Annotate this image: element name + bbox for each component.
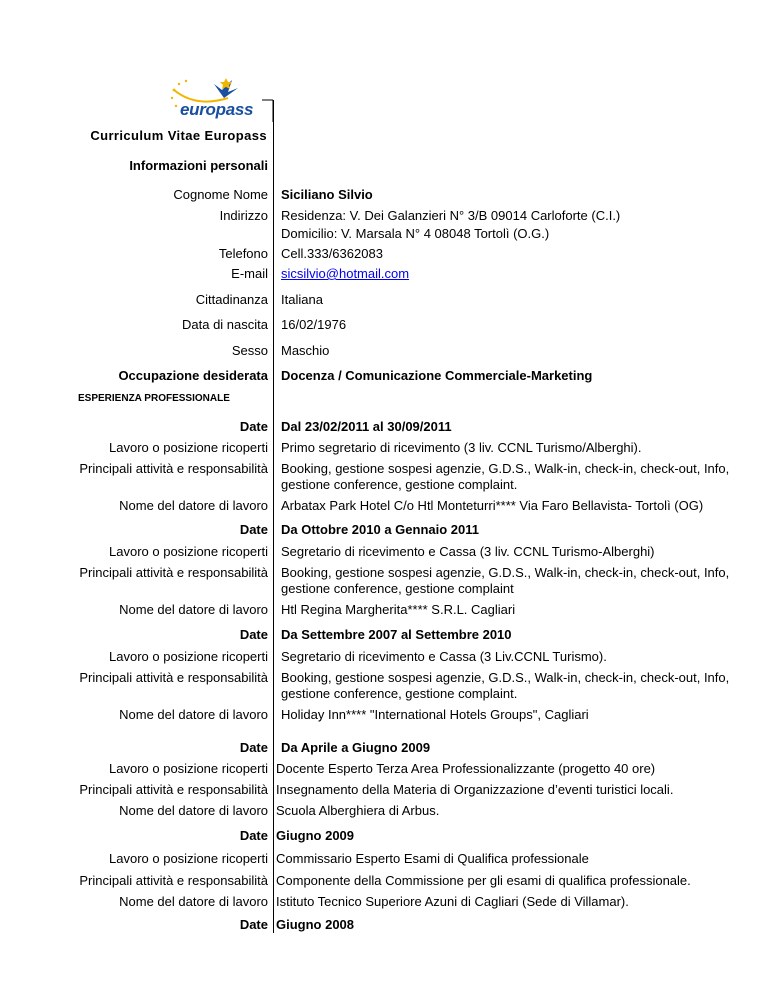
job-date-label: Date (239, 828, 268, 843)
job-date-label: Date (239, 917, 268, 932)
job-employer-label: Nome del datore di lavoro (119, 803, 268, 818)
job-date: Giugno 2009 (276, 828, 355, 843)
name-value: Siciliano Silvio (281, 187, 373, 202)
address-domicile: Domicilio: V. Marsala N° 4 08048 Tortolì (O.G.) (281, 226, 550, 241)
job-date: Dal 23/02/2011 al 30/09/2011 (281, 419, 452, 434)
job-employer-label: Nome del datore di lavoro (119, 602, 268, 617)
job-duties: Componente della Commissione per gli esami di qualifica professionale. (276, 873, 691, 888)
job-duties-cont: gestione conference, gestione complaint. (281, 477, 518, 492)
job-duties-label: Principali attività e responsabilità (79, 670, 268, 685)
job-date: Da Aprile a Giugno 2009 (281, 740, 431, 755)
job-employer-label: Nome del datore di lavoro (119, 707, 268, 722)
job-role: Segretario di ricevimento e Cassa (3 Liv.CCNL Turismo). (281, 649, 607, 664)
citizenship-value: Italiana (281, 292, 323, 307)
job-role-label: Lavoro o posizione ricoperti (109, 440, 268, 455)
job-date-label: Date (239, 740, 268, 755)
job-duties-cont: gestione conference, gestione complaint (281, 581, 514, 596)
occupation-value: Docenza / Comunicazione Commerciale-Marketing (281, 368, 593, 383)
job-date-label: Date (239, 419, 268, 434)
phone-value: Cell.333/6362083 (281, 246, 383, 261)
job-duties-cont: gestione conference, gestione complaint. (281, 686, 518, 701)
job-role-label: Lavoro o posizione ricoperti (109, 649, 268, 664)
column-divider (273, 100, 274, 933)
personal-info-heading: Informazioni personali (129, 158, 268, 173)
job-duties: Booking, gestione sospesi agenzie, G.D.S., Walk-in, check-in, check-out, Info, (281, 565, 730, 580)
job-date-label: Date (239, 627, 268, 642)
job-employer-label: Nome del datore di lavoro (119, 894, 268, 909)
job-duties: Insegnamento della Materia di Organizzazione d’eventi turistici locali. (276, 782, 674, 797)
job-date: Da Settembre 2007 al Settembre 2010 (281, 627, 512, 642)
europass-wordmark: europass (180, 100, 254, 119)
occupation-label: Occupazione desiderata (118, 368, 268, 383)
name-label: Cognome Nome (173, 187, 268, 202)
job-duties: Booking, gestione sospesi agenzie, G.D.S., Walk-in, check-in, check-out, Info, (281, 670, 730, 685)
job-role-label: Lavoro o posizione ricoperti (109, 544, 268, 559)
email-link[interactable]: sicsilvio@hotmail.com (281, 266, 410, 281)
job-role: Commissario Esperto Esami di Qualifica professionale (276, 851, 589, 866)
job-employer: Scuola Alberghiera di Arbus. (276, 803, 440, 818)
job-role-label: Lavoro o posizione ricoperti (109, 851, 268, 866)
job-duties-label: Principali attività e responsabilità (79, 782, 268, 797)
email-label: E-mail (231, 266, 268, 281)
job-duties-label: Principali attività e responsabilità (79, 565, 268, 580)
job-role: Segretario di ricevimento e Cassa (3 liv. CCNL Turismo-Alberghi) (281, 544, 655, 559)
citizenship-label: Cittadinanza (195, 292, 268, 307)
sex-label: Sesso (231, 343, 268, 358)
job-role-label: Lavoro o posizione ricoperti (109, 761, 268, 776)
sex-value: Maschio (281, 343, 330, 358)
job-role: Docente Esperto Terza Area Professionalizzante (progetto 40 ore) (276, 761, 656, 776)
birthdate-value: 16/02/1976 (281, 317, 347, 332)
address-residence: Residenza: V. Dei Galanzieri N° 3/B 09014 Carloforte (C.I.) (281, 208, 621, 223)
job-employer: Arbatax Park Hotel C/o Htl Monteturri**** Via Faro Bellavista- Tortolì (OG) (281, 498, 704, 513)
job-duties-label: Principali attività e responsabilità (79, 873, 268, 888)
job-duties: Booking, gestione sospesi agenzie, G.D.S., Walk-in, check-in, check-out, Info, (281, 461, 730, 476)
job-date: Da Ottobre 2010 a Gennaio 2011 (281, 522, 479, 537)
job-employer-label: Nome del datore di lavoro (119, 498, 268, 513)
job-employer: Htl Regina Margherita**** S.R.L. Cagliari (281, 602, 516, 617)
phone-label: Telefono (218, 246, 268, 261)
job-date: Giugno 2008 (276, 917, 355, 932)
job-duties-label: Principali attività e responsabilità (79, 461, 268, 476)
cv-title: Curriculum Vitae Europass (90, 128, 267, 143)
job-employer: Holiday Inn**** "International Hotels Groups", Cagliari (281, 707, 589, 722)
address-label: Indirizzo (219, 208, 268, 223)
job-employer: Istituto Tecnico Superiore Azuni di Cagliari (Sede di Villamar). (276, 894, 629, 909)
birthdate-label: Data di nascita (182, 317, 268, 332)
job-date-label: Date (239, 522, 268, 537)
job-role: Primo segretario di ricevimento (3 liv. CCNL Turismo/Alberghi). (281, 440, 642, 455)
experience-heading: ESPERIENZA PROFESSIONALE (78, 393, 230, 404)
